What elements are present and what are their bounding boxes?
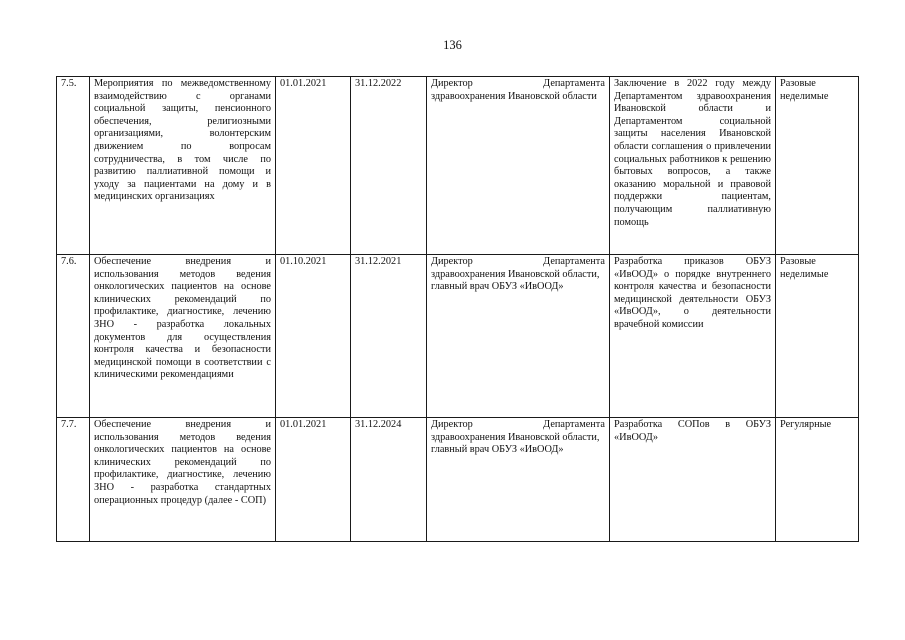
responsible-cell: [427, 77, 610, 255]
responsible-person: Директор Департамента здравоохранения Ивановской области,: [431, 256, 605, 280]
start-date: 01.10.2021: [276, 255, 351, 418]
activity-description: Обеспечение внедрения и использования методов ведения онкологических пациентов на основе клинических рекомендаций по профилактике, диагностике, лечению ЗНО - разработка стандартных операционных процедур (далее - СОП): [90, 418, 276, 542]
responsible-person-2: главный врач ОБУЗ «ИвООД»: [431, 444, 564, 456]
activity-description: Обеспечение внедрения и использования методов ведения онкологических пациентов на основе клинических рекомендаций по профилактике, диагностике, лечению ЗНО - разработка локальных документов для осуществления контроля качества и безопасности медицинской помощи в соответствии с клиническими рекомендациями: [90, 255, 276, 418]
table-row: [57, 77, 859, 255]
end-date: 31.12.2024: [351, 418, 427, 542]
expected-result: Разработка приказов ОБУЗ «ИвООД» о порядке внутреннего контроля качества и безопасности медицинской деятельности ОБУЗ «ИвООД», о деятельности врачебной комиссии: [610, 255, 776, 418]
row-number: 7.5.: [57, 77, 90, 255]
start-date: 01.01.2021: [276, 77, 351, 255]
responsible-cell: [427, 255, 610, 418]
start-date: 01.01.2021: [276, 418, 351, 542]
activity-description: Мероприятия по межведомственному взаимодействию с органами социальной защиты, пенсионного обеспечения, религиозными организациями, волонтерским движением по вопросам сотрудничества, в том числе по развитию паллиативной помощи и уходу за пациентами на дому и в медицинских организациях: [90, 77, 276, 255]
expected-result: Заключение в 2022 году между Департаментом здравоохранения Ивановской области и Департаментом социальной защиты населения Ивановской области соглашения о привлечении социальных работников к решению бытовых вопросов, а также оказанию моральной и правовой поддержки пациентам, получающим паллиативную помощь: [610, 77, 776, 255]
end-date: 31.12.2022: [351, 77, 427, 255]
activity-type: Разовые неделимые: [776, 255, 859, 418]
expected-result: Разработка СОПов в ОБУЗ «ИвООД»: [610, 418, 776, 542]
table-row: [57, 255, 859, 418]
activity-type: Регулярные: [776, 418, 859, 542]
responsible-cell: [427, 418, 610, 542]
page-number: 136: [443, 38, 462, 52]
activity-type: Разовые неделимые: [776, 77, 859, 255]
table-row: [57, 418, 859, 542]
end-date: 31.12.2021: [351, 255, 427, 418]
responsible-person: Директор Департамента здравоохранения Ивановской области,: [431, 419, 605, 443]
row-number: 7.6.: [57, 255, 90, 418]
responsible-person-2: главный врач ОБУЗ «ИвООД»: [431, 281, 564, 293]
responsible-person: Директор Департамента здравоохранения Ивановской области: [431, 78, 605, 102]
row-number: 7.7.: [57, 418, 90, 542]
activities-table: [56, 76, 859, 542]
